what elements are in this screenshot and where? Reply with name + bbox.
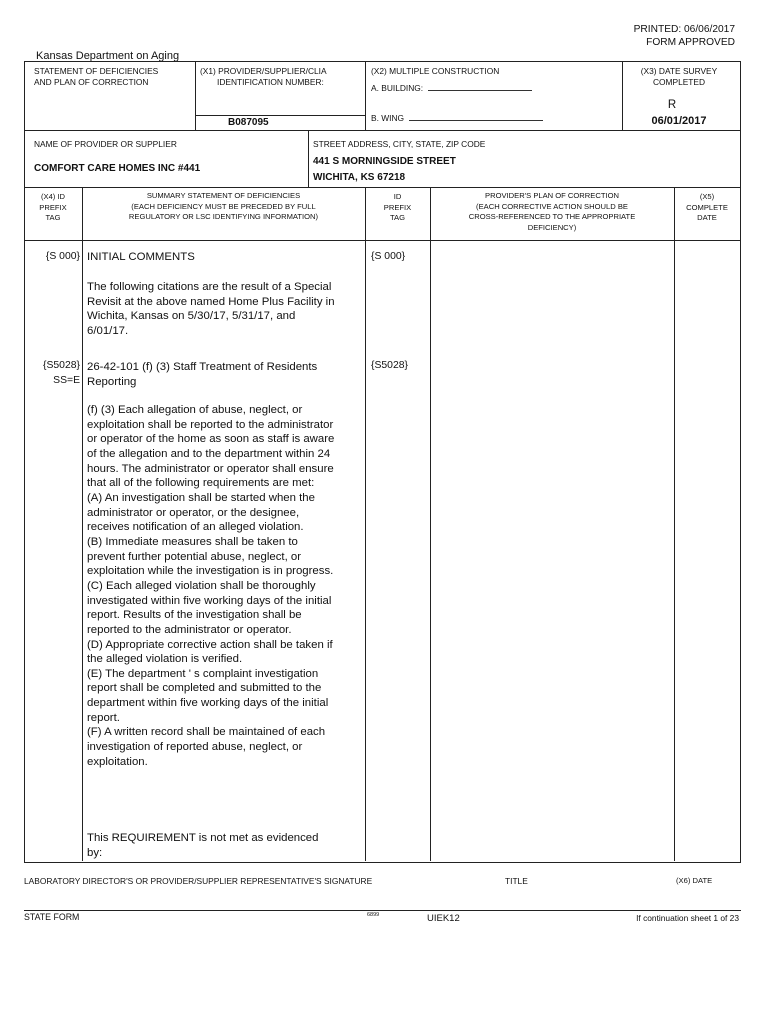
x1-label: (X1) PROVIDER/SUPPLIER/CLIA IDENTIFICATION NUMBER:	[200, 66, 327, 87]
col-header-plan: PROVIDER'S PLAN OF CORRECTION (EACH CORRECTIVE ACTION SHOULD BE CROSS-REFERENCED TO THE APPROPRIATE DEFICIENCY)	[468, 191, 636, 232]
street-address: 441 S MORNINGSIDE STREET	[313, 156, 456, 167]
vrule-provider	[308, 130, 309, 187]
signature-label: LABORATORY DIRECTOR'S OR PROVIDER/SUPPLIER REPRESENTATIVE'S SIGNATURE	[24, 876, 373, 886]
state-form-label: STATE FORM	[24, 912, 80, 922]
vrule-header-2	[365, 61, 366, 130]
printed-date: PRINTED: 06/06/2017	[633, 24, 735, 35]
city-state-zip: WICHITA, KS 67218	[313, 172, 406, 183]
x2-label: (X2) MULTIPLE CONSTRUCTION	[371, 66, 500, 76]
rule-header-bottom	[24, 130, 741, 131]
building-field: A. BUILDING:	[371, 83, 532, 94]
entry-severity-s5028: SS=E	[53, 375, 80, 386]
col-header-summary: SUMMARY STATEMENT OF DEFICIENCIES (EACH DEFICIENCY MUST BE PRECEDED BY FULL REGULATORY OR LSC IDENTIFYING INFORMATION)	[128, 191, 319, 222]
entry-title-s5028: 26-42-101 (f) (3) Staff Treatment of Residents Reporting	[87, 361, 318, 388]
wing-blank[interactable]	[409, 120, 543, 121]
x3-date: 06/01/2017	[651, 115, 707, 127]
agency-name: Kansas Department on Aging	[36, 50, 180, 62]
x3-code: R	[667, 99, 677, 111]
address-label: STREET ADDRESS, CITY, STATE, ZIP CODE	[313, 139, 486, 149]
col-header-x4: (X4) ID PREFIX TAG	[39, 192, 67, 223]
rule-x1-value	[195, 115, 365, 116]
form-status: FORM APPROVED	[646, 37, 735, 48]
entry-plan-tag-s000: {S 000}	[371, 251, 406, 262]
entry-tag-s000: {S 000}	[45, 251, 80, 262]
vrule-col-tag	[82, 187, 83, 861]
statement-label: STATEMENT OF DEFICIENCIES AND PLAN OF CORRECTION	[34, 66, 159, 87]
col-header-x5: (X5) COMPLETE DATE	[686, 192, 728, 223]
x1-id-number: B087095	[228, 117, 269, 128]
requirement-statement: This REQUIREMENT is not met as evidenced by:	[87, 832, 319, 859]
x6-date-label: (X6) DATE	[676, 876, 713, 885]
entry-tag-s5028: {S5028}	[43, 360, 80, 371]
provider-name: COMFORT CARE HOMES INC #441	[34, 163, 201, 174]
entry-plan-tag-s5028: {S5028}	[371, 360, 408, 371]
rule-provider-bottom	[24, 187, 741, 188]
form-number: 6899	[367, 912, 380, 918]
rule-columns-bottom	[24, 240, 741, 241]
x3-label: (X3) DATE SURVEY COMPLETED	[640, 66, 718, 87]
building-blank[interactable]	[428, 90, 532, 91]
title-label: TITLE	[505, 876, 528, 886]
vrule-col-id	[430, 187, 431, 861]
event-id: UIEK12	[427, 913, 460, 924]
vrule-col-plan	[674, 187, 675, 861]
col-header-id: ID PREFIX TAG	[383, 192, 412, 223]
wing-field: B. WING	[371, 113, 543, 124]
vrule-header-3	[622, 61, 623, 130]
entry-text-initial-comments: The following citations are the result of a Special Revisit at the above named Home Plus Facility in Wichita, Kansas on 5/30/17, 5/31/17, and 6/01/17.	[87, 281, 335, 337]
entry-title-initial-comments: INITIAL COMMENTS	[87, 251, 195, 263]
rule-signature-bottom	[24, 910, 741, 911]
continuation-note: If continuation sheet 1 of 23	[636, 913, 739, 923]
vrule-header-1	[195, 61, 196, 130]
provider-name-label: NAME OF PROVIDER OR SUPPLIER	[34, 139, 177, 149]
vrule-col-summary	[365, 187, 366, 861]
entry-text-s5028: (f) (3) Each allegation of abuse, neglect, or exploitation shall be reported to the administrator or operator of the home as soon as staff is aware of the allegation and to the department within 24 hours. The administrator or operator shall ensure that all of the following requirements are met: (A) An investigation shall be started when the administrator or operator, or the designee, receives notification of an alleged violation. (B) Immediate measures shall be taken to prevent further potential abuse, neglect, or exploitation while the investigation is in progress. (C) Each alleged violation shall be thoroughly investigated within five working days of the initial report. Results of the investigation shall be reported to the administrator or operator. (D) Appropriate corrective action shall be taken if the alleged violation is verified. (E) The department ' s complaint investigation report shall be completed and submitted to the department within five working days of the initial report. (F) A written record shall be maintained of each investigation of reported abuse, neglect, or exploitation.	[87, 404, 335, 768]
